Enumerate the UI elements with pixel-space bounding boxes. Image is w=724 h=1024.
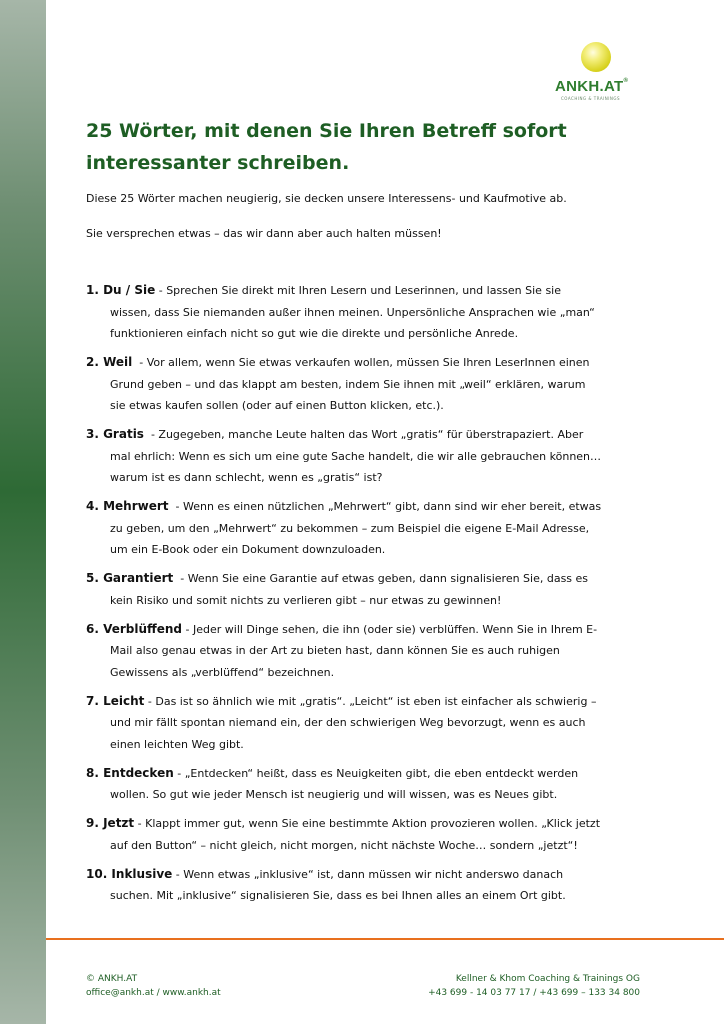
list-item-keyword: 2. Weil (86, 355, 133, 369)
list-item-first-line (86, 813, 646, 835)
list-item-continuation: auf den Button“ – nicht gleich, nicht morgen, nicht nächste Woche… sondern „jetzt“! (110, 838, 578, 852)
list-item-separator: - (155, 284, 167, 297)
list-item-continuation: sie etwas kaufen sollen (oder auf einen Button klicken, etc.). (110, 399, 444, 412)
list-item (86, 813, 646, 856)
footer-left (86, 972, 221, 1000)
list-item-text: Sprechen Sie direkt mit Ihren Lesern und Leserinnen, und lassen Sie sie (166, 284, 562, 297)
list-item-first-line (86, 568, 646, 590)
list-item-first-line (86, 496, 646, 518)
list-item-separator: - (132, 356, 147, 369)
list-item-separator: - (144, 694, 156, 708)
list-item-continuation: wissen, dass Sie niemanden außer ihnen meinen. Unpersönliche Ansprachen wie „man“ (110, 305, 595, 319)
list-item-continuation: mal ehrlich: Wenn es sich um eine gute Sache handelt, die wir alle gebrauchen können… (110, 449, 602, 463)
list-item (86, 280, 646, 345)
list-item (86, 763, 646, 806)
list-item-continuation: zu geben, um den „Mehrwert“ zu bekommen – zum Beispiel die eigene E-Mail Adresse, (110, 521, 590, 535)
list-item-first-line (86, 352, 646, 374)
list-item-separator: - (182, 622, 193, 636)
list-item (86, 568, 646, 611)
list-item-keyword: 10. Inklusive (86, 866, 173, 881)
list-item-keyword: 3. Gratis (86, 427, 144, 441)
list-item (86, 619, 646, 684)
logo-tagline: COACHING & TRAININGS (561, 96, 621, 101)
list-item-continuation: suchen. Mit „inklusive“ signalisieren Sie, dass es bei Ihnen alles an einem Ort gibt. (110, 889, 566, 902)
list-item-separator: - (173, 766, 185, 780)
list-item (86, 424, 646, 489)
list-item-first-line (86, 280, 646, 302)
list-item-continuation: wollen. So gut wie jeder Mensch ist neugierig und will wissen, was es Neues gibt. (110, 788, 558, 801)
list-item-keyword: 7. Leicht (86, 693, 145, 708)
logo-ball-icon (581, 42, 611, 72)
list-item-text: Klappt immer gut, wenn Sie eine bestimmte Aktion provozieren wollen. „Klick jetzt (145, 817, 601, 830)
list-item-separator: - (172, 867, 184, 881)
list-item-keyword: 6. Verblüffend (86, 621, 183, 636)
list-item (86, 496, 646, 561)
page-title (86, 115, 606, 179)
list-item-first-line (86, 691, 646, 713)
list-item-text: Wenn es einen nützlichen „Mehrwert“ gibt, dann sind wir eher bereit, etwas (182, 500, 602, 513)
list-item-keyword: 8. Entdecken (86, 765, 174, 780)
footer-company: Kellner & Khom Coaching & Trainings OG (455, 974, 640, 984)
list-item-keyword: 9. Jetzt (86, 816, 135, 830)
list-item-continuation: kein Risiko und somit nichts zu verlieren gibt – nur etwas zu gewinnen! (110, 593, 502, 607)
list-item-text: Zugegeben, manche Leute halten das Wort „gratis“ für überstrapaziert. Aber (158, 428, 584, 441)
list-item-separator: - (143, 428, 159, 441)
list-item-continuation: einen leichten Weg gibt. (110, 737, 244, 751)
list-item-text: Wenn Sie eine Garantie auf etwas geben, dann signalisieren Sie, dass es (187, 572, 589, 585)
list-item-keyword: 4. Mehrwert (86, 499, 169, 513)
list-item-first-line (86, 864, 646, 886)
title-line-1: 25 Wörter, mit denen Sie Ihren Betreff sofort (86, 120, 567, 142)
list-item (86, 691, 646, 756)
footer-right (428, 972, 640, 1000)
list-item-text: Wenn etwas „inklusive“ ist, dann müssen wir nicht anderswo danach (183, 867, 564, 881)
footer-contact-links[interactable]: office@ankh.at / www.ankh.at (86, 988, 221, 998)
list-item-text: Jeder will Dinge sehen, die ihn (oder sie) verblüffen. Wenn Sie in Ihrem E- (192, 622, 598, 636)
list-item-first-line (86, 763, 646, 785)
list-item-continuation: funktionieren einfach nicht so gut wie die direkte und persönliche Anrede. (110, 327, 519, 340)
list-item-keyword: 5. Garantiert (86, 571, 174, 585)
list-item-keyword: 1. Du / Sie (86, 283, 156, 297)
list-item-separator: - (168, 500, 183, 513)
list-item-text: „Entdecken“ heißt, dass es Neuigkeiten gibt, die eben entdeckt werden (184, 766, 579, 780)
list-item-first-line (86, 424, 646, 446)
word-list (86, 280, 646, 914)
intro-paragraph-2: Sie versprechen etwas – das wir dann aber auch halten müssen! (86, 227, 442, 240)
intro-paragraph-1: Diese 25 Wörter machen neugierig, sie decken unsere Interessens- und Kaufmotive ab. (86, 192, 567, 205)
title-line-2: interessanter schreiben. (86, 152, 350, 174)
ankh-logo (552, 36, 652, 106)
footer-phones: +43 699 - 14 03 77 17 / +43 699 – 133 34 800 (428, 988, 640, 998)
list-item-continuation: und mir fällt spontan niemand ein, der den schwierigen Weg bevorzugt, wenn es auch (110, 716, 586, 729)
list-item-continuation: Grund geben – und das klappt am besten, indem Sie ihnen mit „weil“ erklären, warum (110, 377, 586, 391)
sidebar-band (0, 0, 46, 1024)
list-item-text: Das ist so ähnlich wie mit „gratis“. „Leicht“ ist eben ist einfacher als schwierig – (155, 694, 597, 708)
list-item-continuation: warum ist es dann schlecht, wenn es „gratis“ ist? (110, 471, 383, 484)
list-item-separator: - (173, 572, 188, 585)
footer-copyright: © ANKH.AT (86, 974, 138, 984)
list-item (86, 352, 646, 417)
list-item-separator: - (134, 817, 146, 830)
list-item-continuation: Mail also genau etwas in der Art zu bieten hast, dann können Sie es auch ruhigen (110, 644, 560, 657)
list-item-text: Vor allem, wenn Sie etwas verkaufen wollen, müssen Sie Ihren LeserInnen einen (146, 356, 590, 369)
footer-divider (46, 938, 724, 940)
list-item-continuation: Gewissens als „verblüffend“ bezeichnen. (110, 665, 335, 679)
list-item (86, 864, 646, 907)
logo-text: ANKH.AT® (555, 78, 629, 95)
list-item-first-line (86, 619, 646, 641)
list-item-continuation: um ein E-Book oder ein Dokument downzuloaden. (110, 543, 386, 556)
